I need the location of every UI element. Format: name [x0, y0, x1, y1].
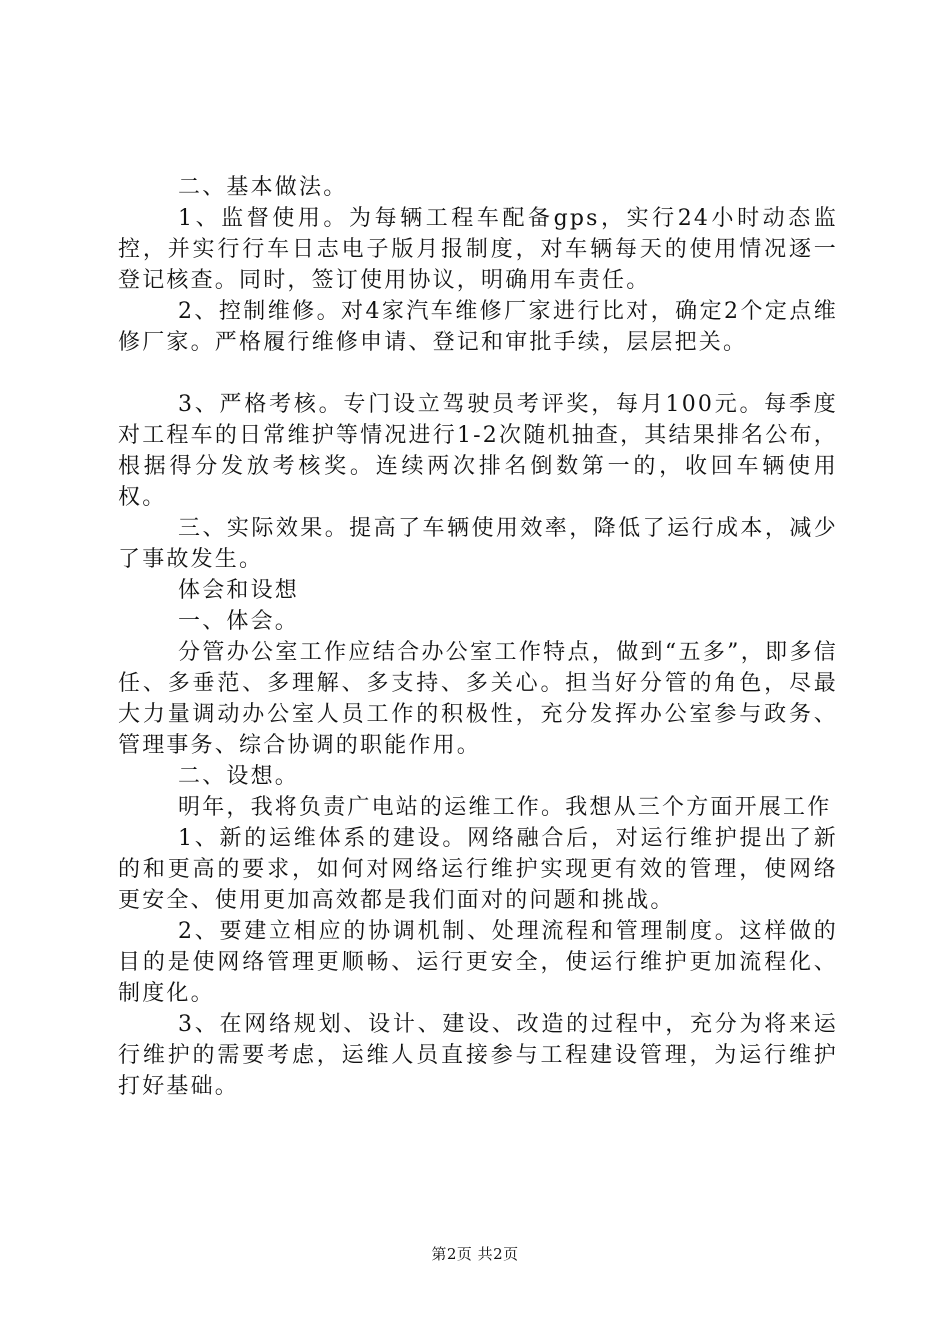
page-footer: 第2页 共2页 — [431, 1245, 519, 1263]
paragraph-office-management: 分管办公室工作应结合办公室工作特点，做到“五多”，即多信任、多垂范、多理解、多支持、多关心。担当好分管的角色，尽最大力量调动办公室人员工作的积极性，充分发挥办公室参与政务、管理事务、综合协调的职能作用。 — [118, 640, 838, 758]
paragraph-new-system: 1、新的运维体系的建设。网络融合后，对运行维护提出了新的和更高的要求，如何对网络运行维护实现更有效的管理，使网络更安全、使用更加高效都是我们面对的问题和挑战。 — [118, 826, 838, 913]
paragraph-coordination-mechanism: 2、要建立相应的协调机制、处理流程和管理制度。这样做的目的是使网络管理更顺畅、运行更安全，使运行维护更加流程化、制度化。 — [118, 919, 838, 1006]
paragraph-control-repair: 2、控制维修。对4家汽车维修厂家进行比对，确定2个定点维修厂家。严格履行维修申请、登记和审批手续，层层把关。 — [118, 299, 838, 355]
paragraph-actual-results: 三、实际效果。提高了车辆使用效率，降低了运行成本，减少了事故发生。 — [118, 516, 838, 572]
subheading-reflections: 一、体会。 — [178, 609, 300, 634]
paragraph-strict-assessment: 3、严格考核。专门设立驾驶员考评奖，每月100元。每季度对工程车的日常维护等情况进行1-2次随机抽查，其结果排名公布，根据得分发放考核奖。连续两次排名倒数第一的，收回车辆使用权。 — [118, 392, 838, 510]
subheading-plans: 二、设想。 — [178, 764, 300, 789]
document-body — [118, 172, 838, 1102]
section-heading-reflections: 体会和设想 — [178, 578, 300, 603]
paragraph-supervise-usage: 1、监督使用。为每辆工程车配备gps，实行24小时动态监控，并实行行车日志电子版月报制度，对车辆每天的使用情况逐一登记核查。同时，签订使用协议，明确用车责任。 — [118, 206, 838, 293]
paragraph-network-planning: 3、在网络规划、设计、建设、改造的过程中，充分为将来运行维护的需要考虑，运维人员直接参与工程建设管理，为运行维护打好基础。 — [118, 1012, 838, 1099]
paragraph-next-year: 明年，我将负责广电站的运维工作。我想从三个方面开展工作 — [178, 795, 832, 820]
section-heading-basic-methods: 二、基本做法。 — [178, 175, 348, 200]
